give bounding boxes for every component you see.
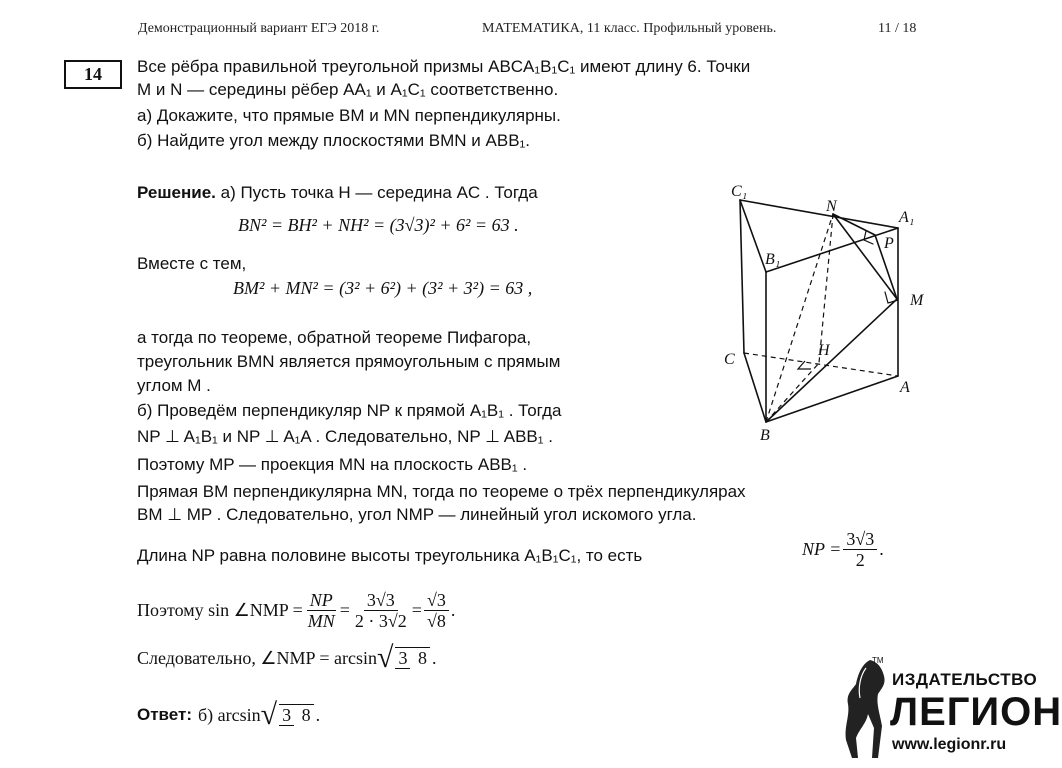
label-p: P — [884, 235, 894, 252]
edge-c1-a1 — [740, 200, 898, 228]
task-line-1: Все рёбра правильной треугольной призмы ABCA₁B₁C₁ имеют длину 6. Точки — [137, 57, 751, 76]
np-lhs: NP = — [802, 539, 842, 559]
label-c1: C₁ — [731, 183, 748, 200]
edge-b-a — [766, 376, 898, 422]
sin-fraction-1 — [305, 590, 338, 631]
np-denominator: 2 — [855, 550, 865, 570]
root-num: 3 — [395, 648, 410, 669]
equation-bm-mn: BM² + MN² = (3² + 6²) + (3² + 3²) = 63 , — [233, 278, 533, 298]
task-line-2: M и N — середины рёбер AA₁ и A₁C₁ соответственно. — [137, 80, 559, 99]
answer-root-den: 8 — [301, 705, 311, 725]
sin-f3-num: √3 — [424, 590, 449, 611]
publisher-line-1: ИЗДАТЕЛЬСТВО — [892, 670, 1038, 689]
sin-f2-num: 3√3 — [364, 590, 398, 611]
label-c: C — [724, 351, 735, 368]
edge-c-b — [744, 353, 766, 422]
publisher-line-2: ЛЕГИОН — [890, 690, 1062, 734]
together-text: Вместе с тем, — [137, 254, 247, 273]
trademark: TM — [872, 656, 884, 665]
solution-intro — [137, 183, 538, 203]
task-part-b: б) Найдите угол между плоскостями BMN и ABB₁. — [137, 131, 531, 150]
hidden-segment-n-h — [819, 214, 833, 363]
pythagoras-line-2: треугольник BMN является прямоугольным с прямым — [137, 352, 561, 371]
sin-f2-den: 2 · 3√2 — [354, 611, 407, 631]
sqrt-sign-icon: √ — [376, 641, 394, 674]
answer-text: б) arcsin — [198, 704, 261, 725]
label-a: A — [900, 379, 910, 396]
header-left: Демонстрационный вариант ЕГЭ 2018 г. — [138, 21, 380, 36]
part-b-line-2: NP ⊥ A₁B₁ и NP ⊥ A₁A . Следовательно, NP ⊥ ABB₁ . — [137, 427, 553, 446]
np-formula: NP = $\frac{3√3}{2}$ . — [802, 529, 884, 570]
edge-b1-a1 — [766, 228, 898, 272]
horse-icon — [836, 654, 892, 762]
publisher-url: www.legionr.ru — [892, 736, 1007, 753]
sin-prefix: Поэтому sin ∠NMP = — [137, 600, 303, 620]
part-b-line-5: BM ⊥ MP . Следовательно, угол NMP — линейный угол искомого угла. — [137, 505, 697, 524]
pythagoras-line-1: а тогда по теореме, обратной теореме Пифагора, — [137, 328, 532, 347]
segment-n-p — [833, 214, 875, 235]
answer-root-fraction — [279, 704, 314, 726]
answer-sqrt-icon: √ — [260, 698, 278, 731]
np-numerator: 3√3 — [843, 529, 877, 550]
header-subject: МАТЕМАТИКА, 11 класс. Профильный уровень. — [482, 21, 777, 36]
sin-f1-num: NP — [307, 590, 336, 611]
sin-f1-den: MN — [307, 611, 335, 631]
prism-figure — [715, 175, 940, 445]
solution-label: Решение. — [137, 183, 216, 202]
header-page: 11 / 18 — [878, 21, 917, 36]
arcsin-root-fraction — [395, 647, 430, 669]
part-b-line-1: б) Проведём перпендикуляр NP к прямой A₁B₁ . Тогда — [137, 401, 562, 420]
np-fraction — [843, 529, 877, 570]
label-m: M — [910, 292, 924, 309]
conseq-prefix: Следовательно, ∠NMP = arcsin — [137, 647, 377, 668]
label-n: N — [826, 198, 837, 215]
answer: Ответ: б) arcsin √ 3 8 . — [137, 698, 321, 731]
sin-fraction-2 — [352, 590, 410, 631]
task-part-a: а) Докажите, что прямые BM и MN перпендикулярны. — [137, 106, 561, 125]
arcsin-formula: Следовательно, ∠NMP = arcsin √ 3 8 . — [137, 641, 437, 674]
sin-formula: Поэтому sin ∠NMP = $\frac{NP}{MN}$ = $\frac{3√3}{2 \cdot 3√2}$ = $\frac{√3}{√8}$ . — [137, 590, 456, 631]
sin-fraction-3 — [424, 590, 449, 631]
np-length-text: Длина NP равна половине высоты треугольника A₁B₁C₁, то есть — [137, 546, 643, 565]
answer-label: Ответ: — [137, 705, 192, 724]
sin-f3-den: √8 — [426, 611, 446, 631]
part-b-line-3: Поэтому MP — проекция MN на плоскость ABB₁ . — [137, 455, 528, 474]
label-h: H — [818, 342, 830, 359]
answer-root-num: 3 — [279, 705, 294, 726]
equation-bn: BN² = BH² + NH² = (3√3)² + 6² = 63 . — [238, 215, 519, 235]
root-den: 8 — [417, 648, 427, 668]
edge-c1-b1 — [740, 200, 766, 272]
part-b-line-4: Прямая BM перпендикулярна MN, тогда по теореме о трёх перпендикулярах — [137, 482, 746, 501]
label-b: B — [760, 427, 770, 444]
solution-intro-text: а) Пусть точка H — середина AC . Тогда — [215, 183, 538, 202]
edge-c1-c — [740, 200, 744, 353]
pythagoras-line-3: углом M . — [137, 376, 211, 395]
label-b1: B₁ — [765, 251, 781, 268]
publisher-logo — [832, 650, 1062, 765]
task-number: 14 — [64, 60, 122, 89]
label-a1: A₁ — [899, 209, 915, 226]
